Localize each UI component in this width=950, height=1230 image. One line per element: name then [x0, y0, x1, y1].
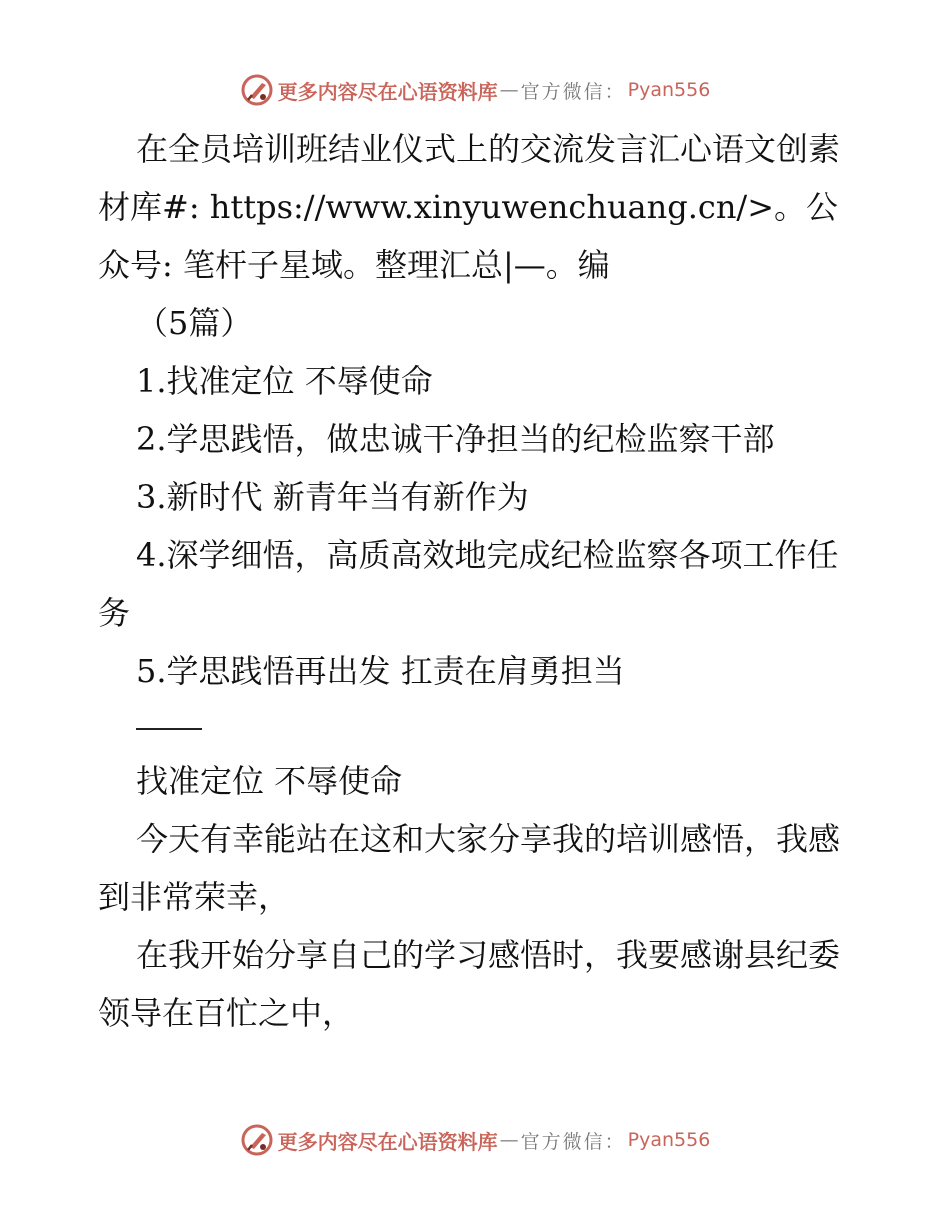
article-count: （5篇） [136, 304, 253, 342]
watermark-dash: — [499, 1129, 519, 1151]
section-title: 找准定位 不辱使命 [136, 762, 403, 800]
quill-pen-logo-icon [240, 1123, 274, 1157]
watermark-official-label: 官方微信： [520, 80, 626, 103]
document-body [98, 120, 853, 1042]
watermark-official-label: 官方微信： [520, 1130, 626, 1153]
section-divider [136, 728, 202, 730]
toc-item: 1.找准定位 不辱使命 [136, 362, 433, 400]
watermark-dash: — [499, 79, 519, 101]
header-watermark [0, 70, 950, 110]
intro-paragraph: 在全员培训班结业仪式上的交流发言汇心语文创素材库#: https://www.xinyuwenchuang.cn/>。公众号: 笔杆子星域。整理汇总|—。编 [98, 130, 841, 284]
body-paragraph: 在我开始分享自己的学习感悟时，我要感谢县纪委领导在百忙之中， [98, 936, 841, 1032]
toc-item: 2.学思践悟，做忠诚干净担当的纪检监察干部 [136, 420, 775, 458]
quill-pen-logo-icon [240, 73, 274, 107]
body-paragraph: 今天有幸能站在这和大家分享我的培训感悟，我感到非常荣幸， [98, 820, 841, 916]
toc-item: 4.深学细悟，高质高效地完成纪检监察各项工作任务 [98, 536, 839, 632]
watermark-brand: 更多内容尽在心语资料库 [277, 79, 498, 104]
footer-watermark [0, 1120, 950, 1160]
watermark-brand: 更多内容尽在心语资料库 [277, 1129, 498, 1154]
toc-item: 5.学思践悟再出发 扛责在肩勇担当 [136, 652, 625, 690]
watermark-wechat-id: Pyan556 [627, 1129, 711, 1151]
watermark-wechat-id: Pyan556 [627, 79, 711, 101]
toc-item: 3.新时代 新青年当有新作为 [136, 478, 529, 516]
